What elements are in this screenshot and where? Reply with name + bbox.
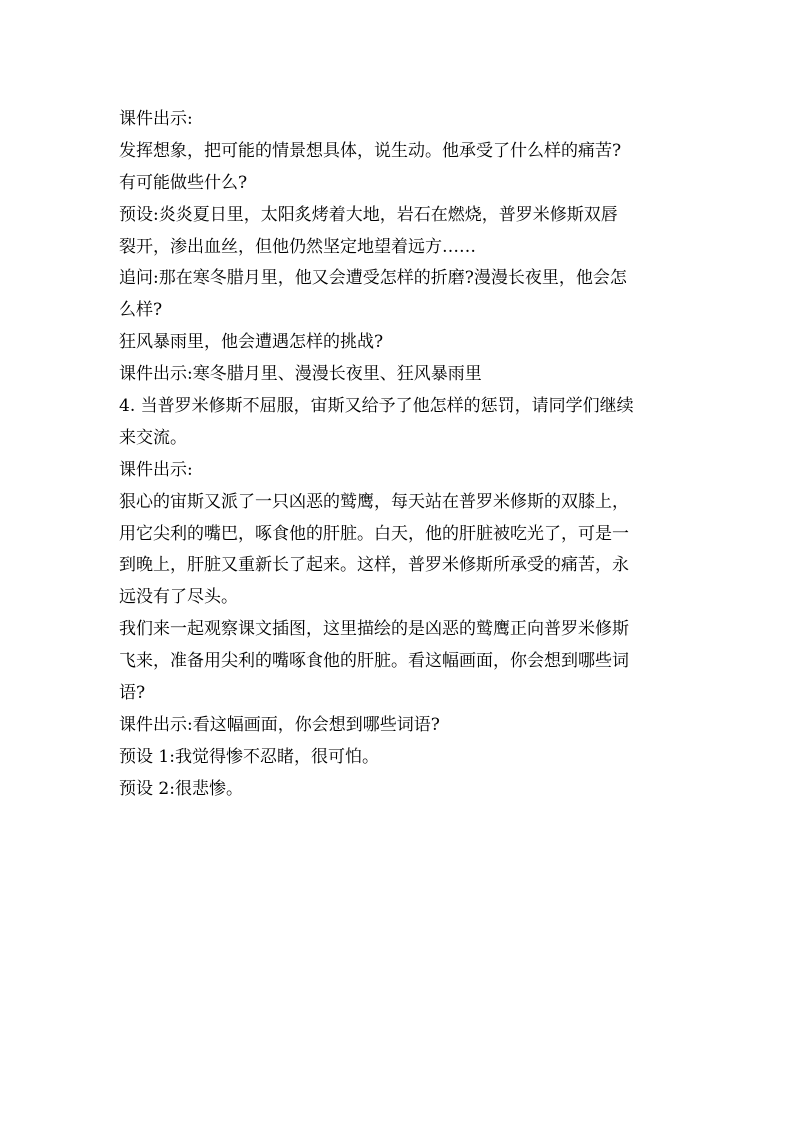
text-line: 狂风暴雨里，他会遭遇怎样的挑战? — [119, 332, 384, 353]
document-body — [119, 104, 679, 806]
text-line: 飞来，准备用尖利的嘴啄食他的肝脏。看这幅画面，你会想到哪些词 — [119, 651, 629, 672]
text-line: 4. 当普罗米修斯不屈服，宙斯又给予了他怎样的惩罚，请同学们继续 — [119, 396, 634, 417]
text-line: 么样? — [119, 300, 163, 321]
text-line: 到晚上，肝脏又重新长了起来。这样，普罗米修斯所承受的痛苦，永 — [119, 555, 629, 576]
text-line: 预设 1:我觉得惨不忍睹，很可怕。 — [119, 746, 379, 767]
text-line: 来交流。 — [119, 427, 187, 448]
text-line: 用它尖利的嘴巴，啄食他的肝脏。白天，他的肝脏被吃光了，可是一 — [119, 523, 629, 544]
text-line: 远没有了尽头。 — [119, 587, 238, 608]
text-line: 我们来一起观察课文插图，这里描绘的是凶恶的鹫鹰正向普罗米修斯 — [119, 619, 629, 640]
text-line: 裂开，渗出血丝，但他仍然坚定地望着远方…… — [119, 236, 476, 257]
text-line: 预设:炎炎夏日里，太阳炙烤着大地，岩石在燃烧，普罗米修斯双唇 — [119, 204, 618, 225]
text-line: 课件出示: — [119, 109, 193, 129]
text-line: 课件出示:看这幅画面，你会想到哪些词语? — [119, 714, 440, 735]
text-line: 语? — [119, 683, 146, 704]
text-line: 有可能做些什么? — [119, 172, 248, 193]
text-line: 课件出示: — [119, 459, 193, 480]
text-line: 预设 2:很悲惨。 — [119, 778, 243, 799]
text-line: 发挥想象，把可能的情景想具体，说生动。他承受了什么样的痛苦? — [119, 140, 622, 161]
text-line: 课件出示:寒冬腊月里、漫漫长夜里、狂风暴雨里 — [119, 364, 482, 385]
text-line: 狠心的宙斯又派了一只凶恶的鹫鹰，每天站在普罗米修斯的双膝上， — [119, 491, 629, 512]
text-line: 追问:那在寒冬腊月里，他又会遭受怎样的折磨?漫漫长夜里，他会怎 — [119, 268, 627, 289]
